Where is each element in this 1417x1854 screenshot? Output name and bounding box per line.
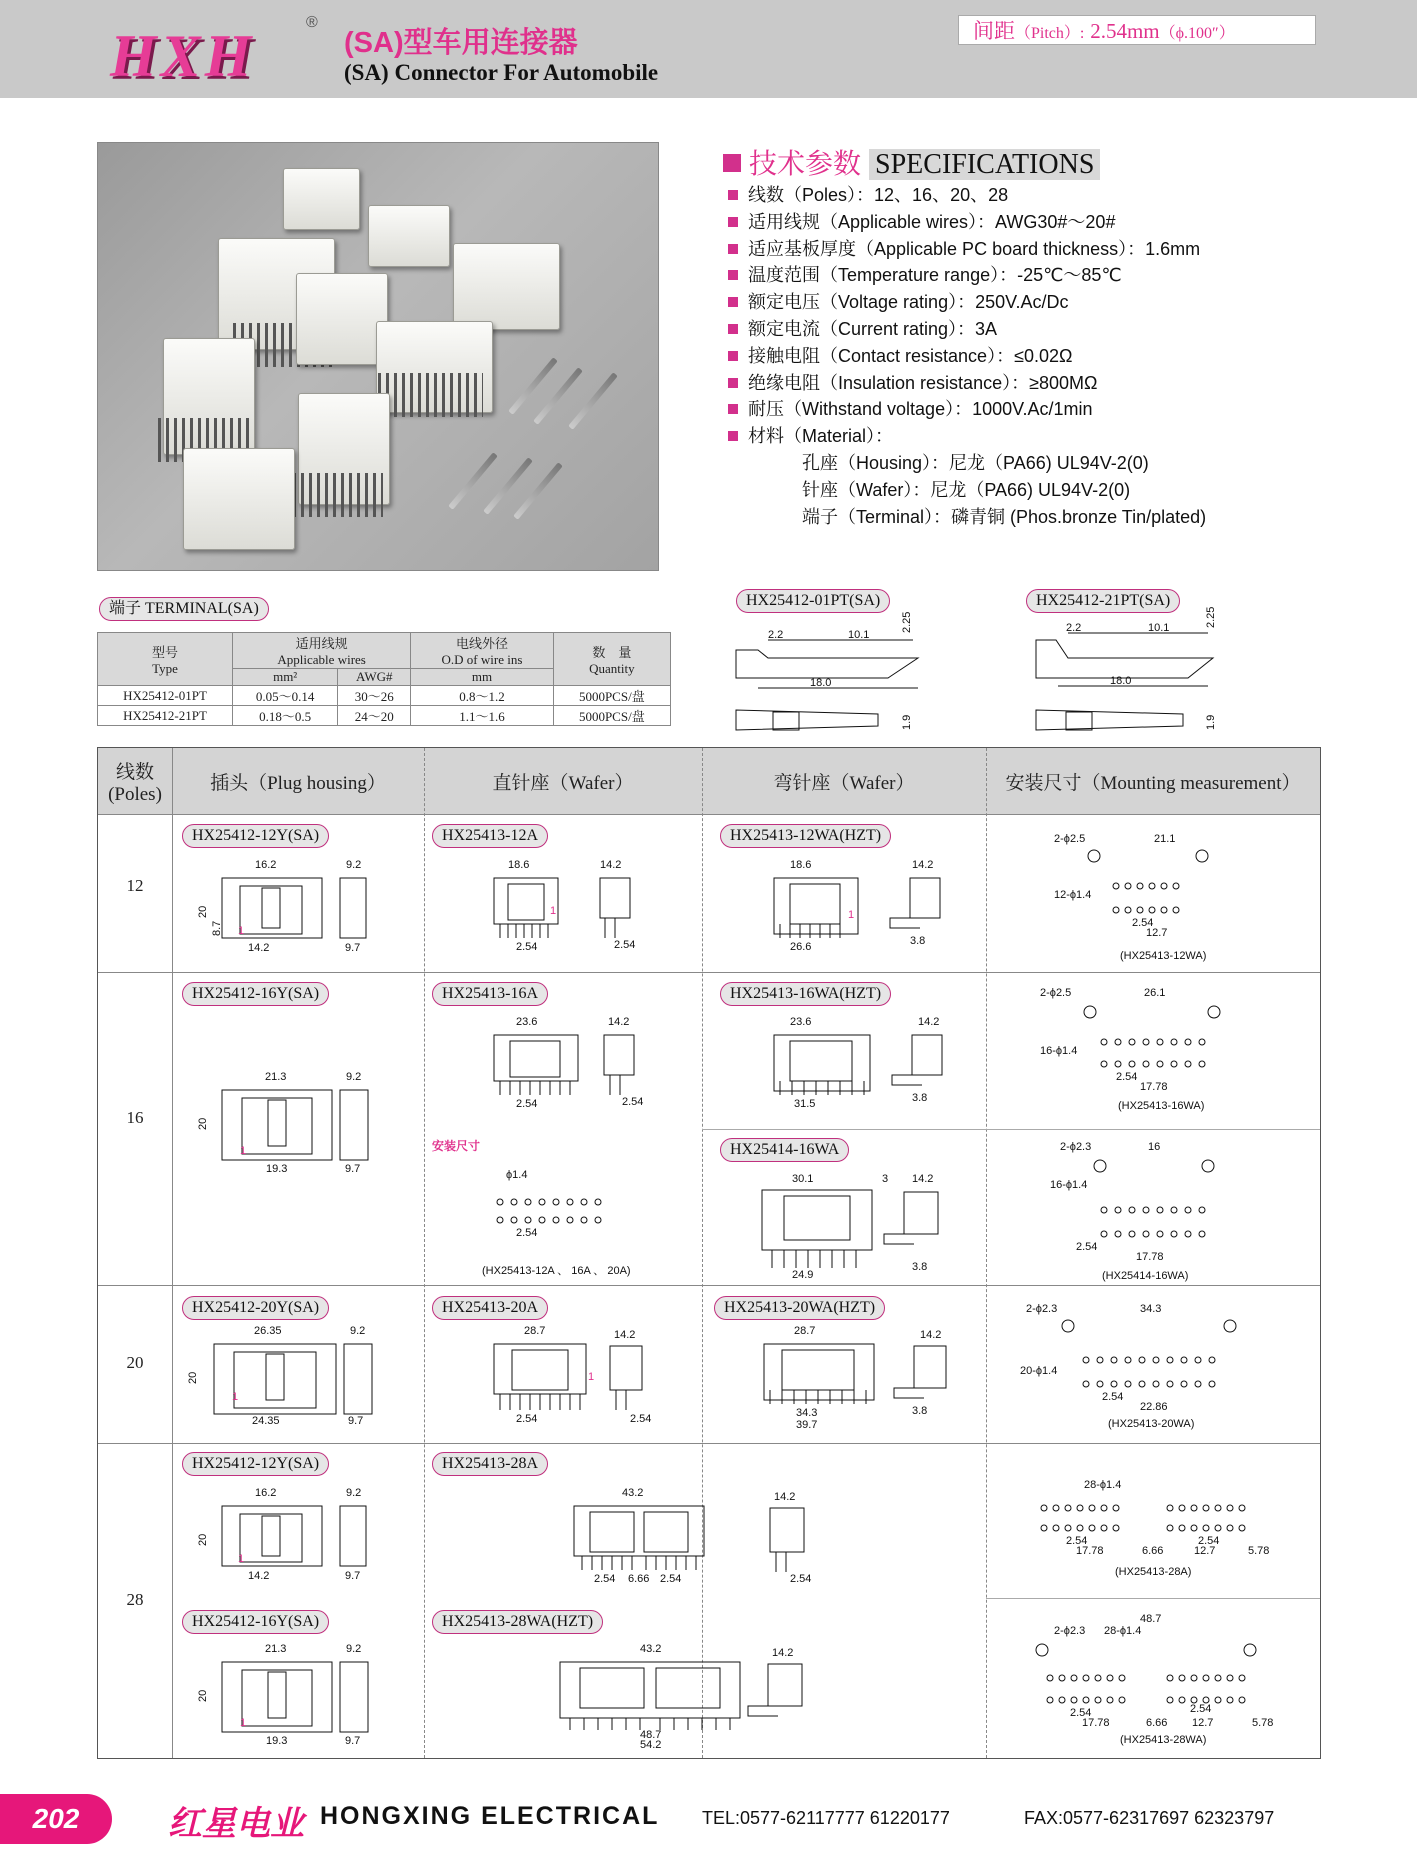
svg-text:20-ϕ1.4: 20-ϕ1.4 bbox=[1020, 1365, 1058, 1377]
svg-text:2.54: 2.54 bbox=[614, 939, 636, 951]
drawing-mount-16 bbox=[1040, 984, 1290, 1104]
svg-text:16-ϕ1.4: 16-ϕ1.4 bbox=[1050, 1179, 1088, 1191]
svg-text:3.8: 3.8 bbox=[912, 1261, 928, 1273]
svg-text:2.54: 2.54 bbox=[516, 1227, 538, 1239]
spec-row: 线数（Poles）：12、16、20、28 bbox=[728, 182, 1206, 209]
registered-mark: ® bbox=[306, 14, 318, 31]
svg-text:18.0: 18.0 bbox=[1110, 675, 1132, 687]
drawing-wafer-mount bbox=[480, 1160, 660, 1260]
model-label: HX25412-20Y(SA) bbox=[182, 1296, 329, 1320]
svg-text:14.2: 14.2 bbox=[248, 942, 270, 954]
svg-text:2.54: 2.54 bbox=[1190, 1703, 1212, 1715]
svg-text:1: 1 bbox=[238, 1553, 245, 1565]
svg-text:12.7: 12.7 bbox=[1194, 1545, 1216, 1557]
svg-text:19.3: 19.3 bbox=[266, 1163, 288, 1175]
svg-text:2-ϕ2.3: 2-ϕ2.3 bbox=[1026, 1303, 1058, 1315]
drawing-wafer-28 bbox=[570, 1486, 850, 1586]
svg-text:12-ϕ1.4: 12-ϕ1.4 bbox=[1054, 889, 1092, 901]
table-row: HX25412-21PT 0.18～0.5 24～20 1.1～1.6 5000PCS/盘 bbox=[98, 706, 671, 726]
svg-text:23.6: 23.6 bbox=[516, 1016, 538, 1028]
svg-text:2-ϕ2.3: 2-ϕ2.3 bbox=[1054, 1625, 1086, 1637]
col-plug: 插头（Plug housing） bbox=[210, 772, 386, 794]
svg-text:6.66: 6.66 bbox=[1142, 1545, 1164, 1557]
specs-list bbox=[728, 182, 1206, 530]
drawing-mount-28b bbox=[1030, 1612, 1290, 1742]
bullet-icon bbox=[728, 217, 738, 227]
svg-text:14.2: 14.2 bbox=[600, 859, 622, 871]
svg-text:23.6: 23.6 bbox=[790, 1016, 812, 1028]
svg-text:24.35: 24.35 bbox=[252, 1415, 280, 1427]
svg-text:2.2: 2.2 bbox=[1066, 622, 1082, 634]
spec-row: 适用线规（Applicable wires）：AWG30#～20# bbox=[728, 209, 1206, 236]
svg-text:17.78: 17.78 bbox=[1136, 1251, 1164, 1263]
svg-text:14.2: 14.2 bbox=[772, 1647, 794, 1659]
svg-text:24.9: 24.9 bbox=[792, 1269, 814, 1281]
drawing-plug-16 bbox=[197, 1070, 380, 1180]
svg-text:1.9: 1.9 bbox=[901, 714, 913, 730]
svg-text:43.2: 43.2 bbox=[622, 1487, 644, 1499]
svg-text:26.35: 26.35 bbox=[254, 1325, 282, 1337]
bullet-icon bbox=[728, 297, 738, 307]
svg-text:31.5: 31.5 bbox=[794, 1098, 816, 1110]
svg-text:9.7: 9.7 bbox=[345, 1163, 361, 1175]
svg-text:2.54: 2.54 bbox=[594, 1573, 616, 1585]
svg-text:9.7: 9.7 bbox=[345, 942, 361, 954]
pitch-paren: （Pitch）: bbox=[1015, 25, 1085, 42]
spec-row: 额定电压（Voltage rating）：250V.Ac/Dc bbox=[728, 289, 1206, 316]
spec-row: 接触电阻（Contact resistance）：≤0.02Ω bbox=[728, 343, 1206, 370]
svg-text:14.2: 14.2 bbox=[920, 1329, 942, 1341]
svg-text:17.78: 17.78 bbox=[1076, 1545, 1104, 1557]
svg-text:28-ϕ1.4: 28-ϕ1.4 bbox=[1084, 1479, 1122, 1491]
svg-text:1.9: 1.9 bbox=[1205, 714, 1217, 730]
material-row: 端子（Terminal）：磷青铜 (Phos.bronze Tin/plated) bbox=[802, 506, 1207, 527]
svg-text:34.3: 34.3 bbox=[796, 1407, 818, 1419]
svg-text:2.25: 2.25 bbox=[901, 611, 913, 633]
material-row: 孔座（Housing）：尼龙（PA66) UL94V-2(0) bbox=[802, 452, 1149, 473]
bullet-icon bbox=[728, 270, 738, 280]
pitch-box bbox=[958, 15, 1316, 45]
svg-text:2.54: 2.54 bbox=[1132, 917, 1154, 929]
svg-text:1: 1 bbox=[550, 905, 557, 917]
mount-note: (HX25413-20WA) bbox=[1108, 1418, 1195, 1430]
svg-text:18.0: 18.0 bbox=[810, 677, 832, 689]
heading-bullet-icon bbox=[723, 154, 741, 172]
drawing-rwafer-12 bbox=[760, 858, 960, 958]
svg-text:16-ϕ1.4: 16-ϕ1.4 bbox=[1040, 1045, 1078, 1057]
svg-text:21.3: 21.3 bbox=[265, 1071, 287, 1083]
svg-text:17.78: 17.78 bbox=[1082, 1717, 1110, 1729]
svg-text:9.2: 9.2 bbox=[350, 1325, 366, 1337]
specs-heading bbox=[723, 142, 1100, 182]
svg-text:2.54: 2.54 bbox=[660, 1573, 682, 1585]
bullet-icon bbox=[728, 351, 738, 361]
svg-text:20: 20 bbox=[197, 1689, 209, 1702]
spec-row: 温度范围（Temperature range）：-25℃～85℃ bbox=[728, 262, 1206, 289]
drawing-plug-28b bbox=[197, 1642, 380, 1752]
svg-text:6.66: 6.66 bbox=[628, 1573, 650, 1585]
svg-text:16.2: 16.2 bbox=[255, 1487, 277, 1499]
page-header bbox=[0, 0, 1417, 98]
svg-text:12.7: 12.7 bbox=[1146, 927, 1168, 939]
svg-text:3.8: 3.8 bbox=[912, 1092, 928, 1104]
mount-note: (HX25413-12A 、 16A 、 20A) bbox=[482, 1265, 631, 1277]
svg-text:20: 20 bbox=[197, 905, 209, 918]
svg-text:43.2: 43.2 bbox=[640, 1643, 662, 1655]
svg-text:30.1: 30.1 bbox=[792, 1173, 814, 1185]
svg-text:9.7: 9.7 bbox=[345, 1570, 361, 1582]
svg-text:14.2: 14.2 bbox=[614, 1329, 636, 1341]
model-label: HX25412-12Y(SA) bbox=[182, 824, 329, 848]
svg-text:1: 1 bbox=[240, 1145, 247, 1157]
mount-note: (HX25413-28WA) bbox=[1120, 1734, 1207, 1746]
poles-28: 28 bbox=[126, 1590, 144, 1609]
model-label: HX25413-28WA(HZT) bbox=[432, 1610, 603, 1634]
svg-text:9.7: 9.7 bbox=[345, 1735, 361, 1747]
model-label: HX25413-16WA(HZT) bbox=[720, 982, 891, 1006]
svg-text:8.7: 8.7 bbox=[211, 920, 223, 936]
svg-text:2-ϕ2.3: 2-ϕ2.3 bbox=[1060, 1141, 1092, 1153]
model-label: HX25413-20A bbox=[432, 1296, 548, 1320]
svg-text:1: 1 bbox=[232, 1391, 239, 1403]
drawing-rwafer-16b bbox=[752, 1170, 972, 1280]
specs-heading-en: SPECIFICATIONS bbox=[869, 149, 1100, 180]
svg-text:ϕ1.4: ϕ1.4 bbox=[506, 1169, 528, 1181]
svg-text:2.54: 2.54 bbox=[790, 1573, 812, 1585]
svg-text:2.54: 2.54 bbox=[622, 1096, 644, 1108]
svg-text:3: 3 bbox=[882, 1173, 889, 1185]
svg-text:2.54: 2.54 bbox=[1116, 1071, 1138, 1083]
drawing-wafer-20 bbox=[490, 1324, 670, 1434]
drawing-wafer-16 bbox=[480, 1015, 660, 1115]
material-row: 针座（Wafer）：尼龙（PA66) UL94V-2(0) bbox=[802, 479, 1131, 500]
drawing-plug-12 bbox=[197, 858, 380, 958]
svg-text:2.54: 2.54 bbox=[630, 1413, 652, 1425]
specs-heading-cn: 技术参数 bbox=[749, 148, 862, 179]
svg-text:16: 16 bbox=[1148, 1141, 1161, 1153]
spec-row: 材料（Material）： bbox=[728, 423, 1206, 450]
spec-row: 耐压（Withstand voltage）：1000V.Ac/1min bbox=[728, 396, 1206, 423]
bullet-icon bbox=[728, 431, 738, 441]
svg-text:28.7: 28.7 bbox=[524, 1325, 546, 1337]
svg-text:5.78: 5.78 bbox=[1252, 1717, 1274, 1729]
company-name-cn: 红星电业 bbox=[168, 1805, 304, 1843]
title-english: (SA) Connector For Automobile bbox=[344, 60, 659, 85]
product-photo bbox=[97, 142, 659, 571]
svg-text:26.6: 26.6 bbox=[790, 941, 812, 953]
svg-text:10.1: 10.1 bbox=[1148, 622, 1170, 634]
svg-text:1: 1 bbox=[848, 909, 855, 921]
svg-text:20: 20 bbox=[197, 1533, 209, 1546]
svg-text:19.3: 19.3 bbox=[266, 1735, 288, 1747]
svg-text:5.78: 5.78 bbox=[1248, 1545, 1270, 1557]
terminal-drawing-21 bbox=[1018, 606, 1218, 743]
svg-text:9.2: 9.2 bbox=[346, 1487, 362, 1499]
terminal-drawing-label-01: HX25412-01PT(SA) bbox=[736, 589, 890, 613]
svg-text:14.2: 14.2 bbox=[248, 1570, 270, 1582]
svg-text:18.6: 18.6 bbox=[508, 859, 530, 871]
footer-tel: TEL:0577-62117777 61220177 bbox=[702, 1808, 950, 1828]
poles-16: 16 bbox=[126, 1108, 144, 1127]
model-label: HX25414-16WA bbox=[720, 1138, 849, 1162]
svg-text:2.54: 2.54 bbox=[516, 1413, 538, 1425]
poles-12: 12 bbox=[126, 876, 144, 895]
bullet-icon bbox=[728, 190, 738, 200]
drawing-mount-20 bbox=[1016, 1298, 1286, 1438]
svg-text:2.54: 2.54 bbox=[516, 941, 538, 953]
wafer-mount-label: 安装尺寸 bbox=[432, 1139, 481, 1153]
svg-text:20: 20 bbox=[187, 1371, 199, 1384]
svg-text:3.8: 3.8 bbox=[912, 1405, 928, 1417]
model-label: HX25413-28A bbox=[432, 1452, 548, 1476]
table-row: HX25412-01PT 0.05～0.14 30～26 0.8～1.2 5000PCS/盘 bbox=[98, 686, 671, 706]
col-mount: 安装尺寸（Mounting measurement） bbox=[1005, 772, 1301, 794]
model-label: HX25412-16Y(SA) bbox=[182, 982, 329, 1006]
svg-text:9.2: 9.2 bbox=[346, 1071, 362, 1083]
brand-logo: HXH bbox=[110, 23, 256, 89]
svg-text:14.2: 14.2 bbox=[774, 1491, 796, 1503]
model-label: HX25413-12A bbox=[432, 824, 548, 848]
model-label: HX25412-16Y(SA) bbox=[182, 1610, 329, 1634]
svg-text:3.8: 3.8 bbox=[910, 935, 926, 947]
spec-row: 绝缘电阻（Insulation resistance）：≥800MΩ bbox=[728, 370, 1206, 397]
bullet-icon bbox=[728, 324, 738, 334]
svg-text:22.86: 22.86 bbox=[1140, 1401, 1168, 1413]
drawing-plug-20 bbox=[187, 1324, 380, 1434]
pitch-inch: （ϕ.100″） bbox=[1159, 25, 1235, 42]
model-label: HX25413-16A bbox=[432, 982, 548, 1006]
svg-text:2.54: 2.54 bbox=[1066, 1535, 1088, 1547]
svg-text:2.54: 2.54 bbox=[1076, 1241, 1098, 1253]
title-chinese: (SA)型车用连接器 bbox=[344, 27, 578, 59]
svg-text:2-ϕ2.5: 2-ϕ2.5 bbox=[1040, 987, 1072, 999]
company-name-en: HONGXING ELECTRICAL bbox=[320, 1802, 660, 1830]
poles-20: 20 bbox=[126, 1353, 144, 1372]
svg-text:34.3: 34.3 bbox=[1140, 1303, 1162, 1315]
svg-text:28.7: 28.7 bbox=[794, 1325, 816, 1337]
svg-text:2.25: 2.25 bbox=[1205, 606, 1217, 628]
svg-text:39.7: 39.7 bbox=[796, 1419, 818, 1431]
svg-text:2.2: 2.2 bbox=[768, 629, 784, 641]
terminal-drawing-01 bbox=[728, 611, 928, 743]
svg-text:1: 1 bbox=[240, 1717, 247, 1729]
drawing-plug-28a bbox=[197, 1486, 380, 1586]
svg-text:14.2: 14.2 bbox=[918, 1016, 940, 1028]
svg-text:2.54: 2.54 bbox=[516, 1098, 538, 1110]
col-wafer: 直针座（Wafer） bbox=[492, 772, 634, 794]
svg-text:14.2: 14.2 bbox=[912, 1173, 934, 1185]
model-label: HX25413-20WA(HZT) bbox=[714, 1296, 885, 1320]
svg-text:18.6: 18.6 bbox=[790, 859, 812, 871]
drawing-rwafer-16 bbox=[760, 1015, 960, 1115]
svg-text:14.2: 14.2 bbox=[912, 859, 934, 871]
drawing-mount-16b bbox=[1040, 1138, 1290, 1268]
spec-row: 额定电流（Current rating）：3A bbox=[728, 316, 1206, 343]
drawing-mount-12 bbox=[1040, 828, 1290, 968]
svg-text:2.54: 2.54 bbox=[1102, 1391, 1124, 1403]
page-number: 202 bbox=[0, 1794, 112, 1844]
terminal-table: 型号 Type 适用线规 Applicable wires 电线外径 O.D of wire ins 数 量 Quantity mm² AWG# mm HX25412-01PT 0.05～0.14 30～26 0.8～1.2 5000PCS/盘 HX25412-21PT 0.18～0.5 24～20 1.1～1.6 5000PCS/盘 bbox=[97, 632, 671, 726]
svg-text:14.2: 14.2 bbox=[608, 1016, 630, 1028]
pitch-value: 2.54mm bbox=[1090, 19, 1160, 43]
mount-note: (HX25414-16WA) bbox=[1102, 1270, 1189, 1282]
mount-note: (HX25413-28A) bbox=[1115, 1566, 1192, 1578]
col-rwafer: 弯针座（Wafer） bbox=[773, 772, 915, 794]
svg-text:28-ϕ1.4: 28-ϕ1.4 bbox=[1104, 1625, 1142, 1637]
svg-text:54.2: 54.2 bbox=[640, 1739, 662, 1751]
svg-text:9.2: 9.2 bbox=[346, 859, 362, 871]
svg-text:21.3: 21.3 bbox=[265, 1643, 287, 1655]
svg-text:9.2: 9.2 bbox=[346, 1643, 362, 1655]
svg-text:48.7: 48.7 bbox=[640, 1729, 662, 1741]
pitch-label: 间距 bbox=[973, 20, 1015, 43]
model-label: HX25413-12WA(HZT) bbox=[720, 824, 891, 848]
bullet-icon bbox=[728, 244, 738, 254]
svg-text:6.66: 6.66 bbox=[1146, 1717, 1168, 1729]
drawing-wafer-12 bbox=[490, 858, 670, 958]
svg-text:21.1: 21.1 bbox=[1154, 833, 1176, 845]
svg-text:1: 1 bbox=[238, 925, 245, 937]
mount-note: (HX25413-12WA) bbox=[1120, 950, 1207, 962]
bullet-icon bbox=[728, 378, 738, 388]
svg-text:9.7: 9.7 bbox=[348, 1415, 364, 1427]
svg-text:2-ϕ2.5: 2-ϕ2.5 bbox=[1054, 833, 1086, 845]
svg-text:2.54: 2.54 bbox=[1198, 1535, 1220, 1547]
terminal-label: 端子 TERMINAL(SA) bbox=[99, 597, 269, 621]
svg-text:2.54: 2.54 bbox=[1070, 1707, 1092, 1719]
svg-text:1: 1 bbox=[588, 1371, 595, 1383]
svg-text:10.1: 10.1 bbox=[848, 629, 870, 641]
svg-text:26.1: 26.1 bbox=[1144, 987, 1166, 999]
drawing-wafer-28b bbox=[540, 1642, 840, 1752]
svg-text:16.2: 16.2 bbox=[255, 859, 277, 871]
mount-note: (HX25413-16WA) bbox=[1118, 1100, 1205, 1112]
terminal-drawing-label-21: HX25412-21PT(SA) bbox=[1026, 589, 1180, 613]
model-label: HX25412-12Y(SA) bbox=[182, 1452, 329, 1476]
svg-text:20: 20 bbox=[197, 1117, 209, 1130]
footer-fax: FAX:0577-62317697 62323797 bbox=[1024, 1808, 1275, 1828]
bullet-icon bbox=[728, 404, 738, 414]
svg-text:12.7: 12.7 bbox=[1192, 1717, 1214, 1729]
col-poles: 线数 (Poles) bbox=[108, 761, 162, 805]
spec-row: 适应基板厚度（Applicable PC board thickness）：1.6mm bbox=[728, 236, 1206, 263]
drawing-rwafer-20 bbox=[730, 1324, 970, 1434]
svg-text:17.78: 17.78 bbox=[1140, 1081, 1168, 1093]
svg-text:48.7: 48.7 bbox=[1140, 1613, 1162, 1625]
